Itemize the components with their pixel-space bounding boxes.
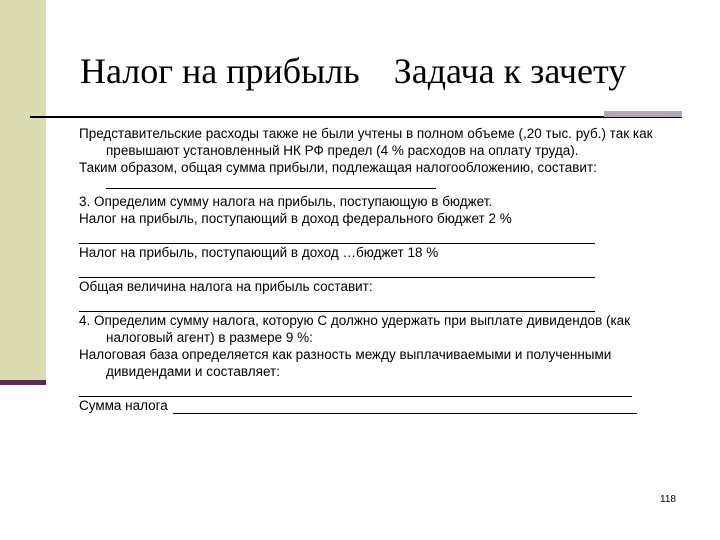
paragraph-tax-base: Налоговая база определяется как разность между выплачиваемыми и полученными дивидендами и составляет: [79, 347, 612, 379]
paragraph-step-4: 4. Определим сумму налога, которую С должно удержать при выплате дивидендов (как налоговый агент) в размере 9 %: [79, 313, 631, 345]
title-right: Задача к зачету [393, 51, 627, 91]
paragraph-step-3: 3. Определим сумму налога на прибыль, поступающую в бюджет. [79, 194, 493, 209]
paragraph-representative-expenses: Представительские расходы также не были учтены в полном объеме (,20 тыс. руб.) так как превышают установленный НК РФ предел (4 % расходов на оплату труда). [79, 126, 653, 158]
title-underline [30, 116, 682, 118]
left-band-accent [0, 380, 46, 385]
paragraph-federal-tax: Налог на прибыль, поступающий в доход федерального бюджет 2 % [79, 211, 512, 226]
total-profit-answer-line [106, 176, 436, 189]
slide-title [80, 50, 700, 92]
tax-amount-answer-line [173, 399, 637, 414]
title-underline-accent [604, 111, 682, 117]
total-profit-text: Таким образом, общая сумма прибыли, подлежащая налогообложению, составит: [79, 160, 597, 175]
title-left: Налог на прибыль [80, 51, 360, 91]
regional-tax-answer-line [79, 261, 595, 278]
page-number: 118 [660, 494, 676, 505]
paragraph-total-profit [79, 159, 679, 193]
total-tax-answer-line [79, 295, 595, 312]
tax-amount-row [79, 397, 637, 414]
paragraph-regional-tax: Налог на прибыль, поступающий в доход …бюджет 18 % [79, 245, 439, 260]
paragraph-total-tax: Общая величина налога на прибыль составит: [79, 279, 373, 294]
slide-content [79, 125, 679, 414]
tax-amount-label: Сумма налога [79, 398, 168, 413]
federal-tax-answer-line [79, 227, 595, 244]
tax-base-answer-line [79, 380, 632, 397]
left-decorative-band [0, 0, 46, 380]
